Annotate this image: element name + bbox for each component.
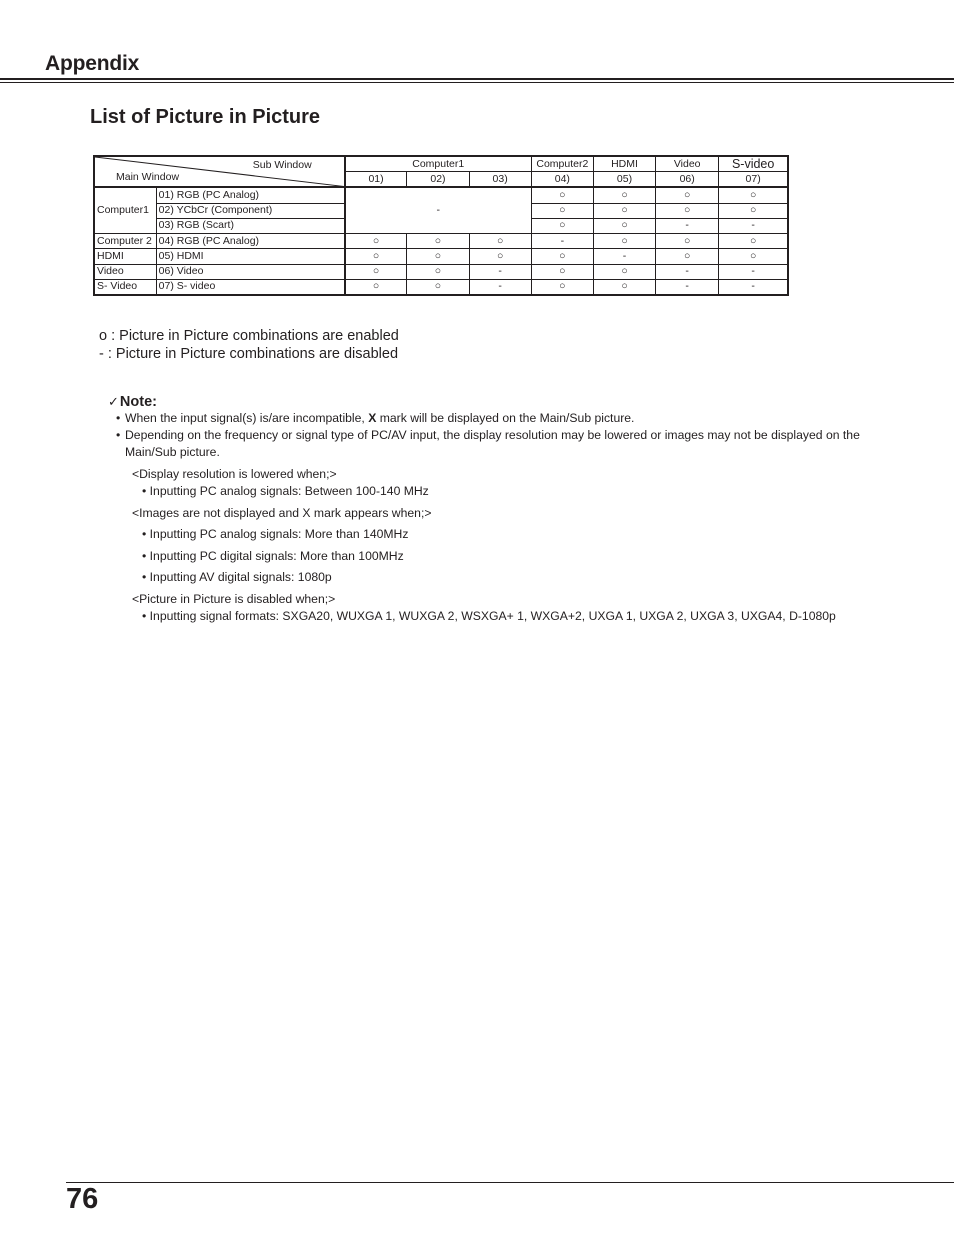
section-header: Appendix	[45, 52, 140, 75]
table-cell: ○	[469, 234, 531, 249]
table-cell: ○	[656, 234, 719, 249]
check-icon: ✓	[108, 394, 119, 409]
table-cell: -	[531, 234, 593, 249]
row-group-label: Video	[94, 264, 156, 279]
table-row	[94, 234, 788, 249]
col-number: 02)	[407, 172, 469, 188]
row-group-label: Computer1	[94, 187, 156, 233]
table-cell: ○	[656, 203, 719, 218]
condition-item: • Inputting PC digital signals: More than 100MHz	[142, 549, 404, 563]
note-item1-pre: When the input signal(s) is/are incompatible,	[125, 411, 365, 425]
table-cell: ○	[531, 249, 593, 264]
table-cell: ○	[593, 187, 655, 203]
legend	[99, 327, 399, 363]
table-cell: -	[656, 279, 719, 295]
condition-heading: <Picture in Picture is disabled when;>	[132, 592, 336, 606]
col-number: 01)	[345, 172, 407, 188]
condition-item: • Inputting PC analog signals: Between 100-140 MHz	[142, 484, 429, 498]
table-cell: ○	[407, 264, 469, 279]
row-signal-label: 03) RGB (Scart)	[156, 218, 345, 233]
table-row	[94, 264, 788, 279]
table-cell: ○	[531, 203, 593, 218]
table-cell: -	[656, 264, 719, 279]
table-cell: ○	[345, 279, 407, 295]
row-group-label: HDMI	[94, 249, 156, 264]
table-cell: -	[593, 249, 655, 264]
note-heading	[108, 394, 888, 410]
header-rule-thin	[0, 82, 954, 83]
pip-table	[93, 155, 789, 296]
table-cell: ○	[345, 234, 407, 249]
table-cell: ○	[593, 264, 655, 279]
table-cell: ○	[531, 218, 593, 233]
table-cell: ○	[345, 264, 407, 279]
table-cell: -	[469, 279, 531, 295]
table-cell: ○	[531, 264, 593, 279]
header-rule	[0, 78, 954, 80]
condition-heading: <Display resolution is lowered when;>	[132, 467, 337, 481]
col-number: 06)	[656, 172, 719, 188]
bullet-icon: •	[116, 411, 121, 425]
note-item	[116, 410, 876, 427]
table-cell: -	[719, 264, 788, 279]
table-row	[94, 249, 788, 264]
table-cell: ○	[407, 279, 469, 295]
table-cell: ○	[469, 249, 531, 264]
condition-item: • Inputting AV digital signals: 1080p	[142, 570, 332, 584]
col-number: 03)	[469, 172, 531, 188]
table-cell: ○	[407, 234, 469, 249]
col-number: 05)	[593, 172, 655, 188]
table-cell: ○	[719, 249, 788, 264]
page-number: 76	[66, 1183, 99, 1215]
col-group-computer2: Computer2	[531, 156, 593, 172]
sub-window-label: Sub Window	[252, 159, 312, 171]
table-cell: ○	[719, 234, 788, 249]
col-group-svideo: S-video	[719, 156, 788, 172]
legend-enabled: o : Picture in Picture combinations are enabled	[99, 328, 399, 344]
table-cell: ○	[407, 249, 469, 264]
table-cell: ○	[719, 203, 788, 218]
note-item1-post: mark will be displayed on the Main/Sub picture.	[379, 411, 635, 425]
condition-item: • Inputting PC analog signals: More than 140MHz	[142, 527, 409, 541]
col-number: 07)	[719, 172, 788, 188]
note-item	[116, 427, 876, 461]
row-group-label: Computer 2	[94, 234, 156, 249]
table-cell: -	[469, 264, 531, 279]
bullet-icon: •	[116, 428, 121, 442]
table-row	[94, 279, 788, 295]
table-cell: -	[719, 218, 788, 233]
row-signal-label: 06) Video	[156, 264, 345, 279]
note-item2: Depending on the frequency or signal type of PC/AV input, the display resolution may be lowered or images may not be displayed on the Main/Sub picture.	[125, 428, 860, 459]
table-cell: ○	[531, 187, 593, 203]
table-row	[94, 187, 788, 203]
col-group-video: Video	[656, 156, 719, 172]
table-cell: ○	[593, 218, 655, 233]
row-signal-label: 02) YCbCr (Component)	[156, 203, 345, 218]
row-signal-label: 01) RGB (PC Analog)	[156, 187, 345, 203]
merged-cell: -	[345, 187, 532, 233]
table-cell: ○	[345, 249, 407, 264]
row-group-label: S- Video	[94, 279, 156, 295]
row-signal-label: 07) S- video	[156, 279, 345, 295]
page-title: List of Picture in Picture	[90, 106, 321, 128]
table-cell: ○	[531, 279, 593, 295]
col-number: 04)	[531, 172, 593, 188]
table-cell: ○	[656, 187, 719, 203]
table-cell: ○	[593, 279, 655, 295]
table-cell: ○	[719, 187, 788, 203]
condition-heading: <Images are not displayed and X mark appears when;>	[132, 506, 432, 520]
row-signal-label: 05) HDMI	[156, 249, 345, 264]
table-cell: -	[719, 279, 788, 295]
table-cell: ○	[593, 203, 655, 218]
table-corner	[94, 156, 345, 187]
note-block	[108, 394, 888, 410]
footer-rule	[66, 1182, 954, 1183]
table-cell: ○	[656, 249, 719, 264]
note-list	[116, 410, 876, 623]
legend-disabled: - : Picture in Picture combinations are disabled	[99, 346, 399, 362]
note-heading-text: Note:	[119, 394, 157, 410]
table-cell: -	[656, 218, 719, 233]
x-mark: X	[368, 411, 377, 425]
col-group-computer1: Computer1	[345, 156, 532, 172]
table-cell: ○	[593, 234, 655, 249]
row-signal-label: 04) RGB (PC Analog)	[156, 234, 345, 249]
main-window-label: Main Window	[116, 171, 180, 184]
col-group-hdmi: HDMI	[593, 156, 655, 172]
condition-item: • Inputting signal formats: SXGA20, WUXGA 1, WUXGA 2, WSXGA+ 1, WXGA+2, UXGA 1, UXGA 2, UXGA 3, UXGA4, D-1080p	[142, 609, 836, 623]
